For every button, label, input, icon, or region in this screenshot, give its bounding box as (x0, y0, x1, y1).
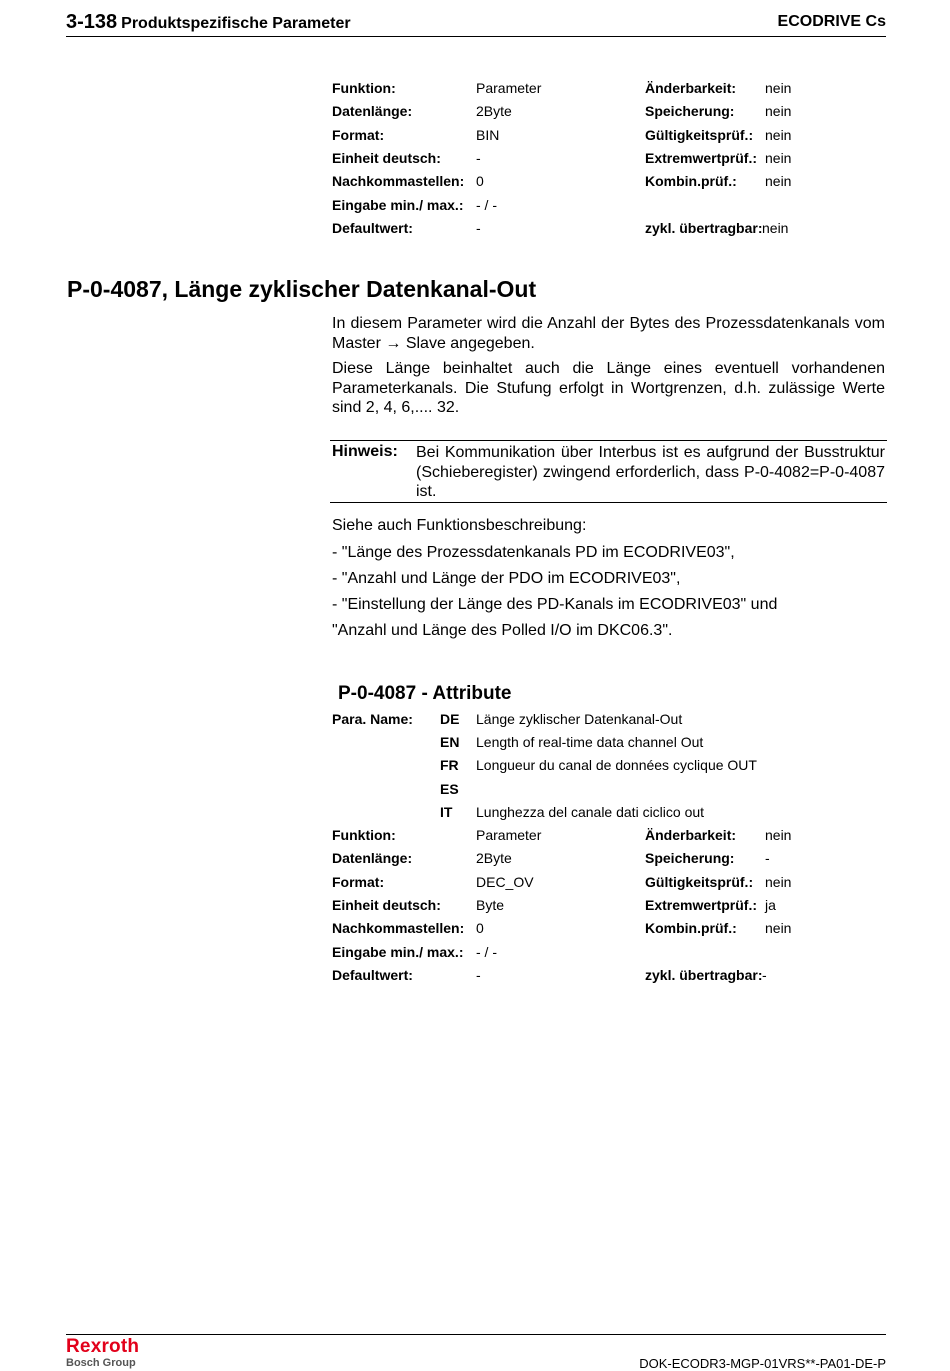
attribute-row (0, 149, 950, 172)
page-number: 3-138 (66, 11, 118, 33)
attribute-value-2: nein (765, 80, 792, 96)
attribute-value-2: - (762, 966, 767, 983)
parameter-name: Lunghezza del canale dati ciclico out (476, 803, 705, 820)
attribute-value: 2Byte (476, 850, 512, 867)
attribute-row (0, 966, 950, 989)
attribute-value: 0 (476, 173, 484, 190)
attribute-value: 2Byte (476, 103, 512, 120)
attribute-value-2: nein (765, 873, 792, 890)
para1-line-b: vom Master (332, 315, 885, 352)
attribute-label-2: Speicherung: (645, 850, 735, 867)
para-name-label: Para. Name: (332, 711, 413, 727)
attribute-label-2: zykl. übertragbar: (645, 966, 763, 983)
attribute-row (0, 172, 950, 195)
rexroth-logo (66, 1337, 139, 1370)
arrow-right-icon: → (385, 334, 402, 352)
attribute-value: - / - (476, 196, 497, 213)
logo-brand: Rexroth (66, 1336, 140, 1357)
attribute-row (0, 102, 950, 125)
language-code: EN (440, 734, 460, 751)
attribute-label: Nachkommastellen: (332, 173, 465, 190)
attribute-label-2: Extremwertprüf.: (645, 149, 758, 166)
description-paragraph-1 (332, 314, 885, 353)
attribute-value: Byte (476, 896, 505, 913)
attribute-label-2: Gültigkeitsprüf.: (645, 126, 754, 143)
attribute-value: Parameter (476, 80, 542, 96)
para1-line-c: Slave angegeben. (405, 334, 535, 352)
header-left (66, 11, 351, 34)
see-also-heading: Siehe auch Funktionsbeschreibung: (332, 517, 587, 534)
attribute-label-2: Kombin.prüf.: (645, 920, 737, 937)
attribute-label: Format: (332, 126, 385, 143)
attribute-row (0, 219, 950, 242)
attribute-label-2: Extremwertprüf.: (645, 896, 758, 913)
note-text: Bei Kommunikation über Interbus ist es aufgrund der Busstruktur (Schieberegister) zwingend erforderlich, dass P-0-4082=P-0-4087 ist. (416, 444, 885, 500)
attribute-label: Einheit deutsch: (332, 896, 441, 913)
see-also-item: "Anzahl und Länge des Polled I/O im DKC06.3". (332, 622, 673, 639)
attribute-label-2: Speicherung: (645, 103, 735, 120)
para-name-row (0, 803, 950, 826)
attribute-value-2: nein (765, 103, 792, 120)
attribute-row (0, 896, 950, 919)
para-name-row (0, 733, 950, 756)
attribute-label: Nachkommastellen: (332, 920, 465, 937)
attribute-value: - / - (476, 943, 497, 960)
attribute-value: - (476, 219, 481, 236)
attribute-row (0, 79, 950, 102)
attribute-row (0, 849, 950, 872)
see-also-item: - "Anzahl und Länge der PDO im ECODRIVE03", (332, 570, 681, 587)
logo-subtitle: Bosch Group (66, 1357, 136, 1369)
attribute-label: Funktion: (332, 827, 396, 843)
para-name-row (0, 780, 950, 803)
attribute-label: Eingabe min./ max.: (332, 196, 464, 213)
page-header (66, 9, 886, 37)
attributes-title: P-0-4087 - Attribute (338, 683, 512, 704)
para-name-row (0, 710, 950, 733)
attribute-value-2: ja (765, 896, 776, 913)
language-code: FR (440, 757, 459, 774)
attribute-label: Eingabe min./ max.: (332, 943, 464, 960)
product-name: ECODRIVE Cs (777, 13, 886, 30)
para1-line-a: In diesem Parameter wird die Anzahl der Bytes des Prozessdatenkanals (332, 315, 850, 332)
attribute-label-2: Kombin.prüf.: (645, 173, 737, 190)
attribute-label: Format: (332, 873, 385, 890)
attribute-value-2: nein (765, 126, 792, 143)
parameter-name: Length of real-time data channel Out (476, 734, 704, 751)
description-paragraph-2: Diese Länge beinhaltet auch die Länge eines eventuell vorhandenen Parameterkanals. Die Stufung erfolgt in Wortgrenzen, d.h. zulässige Werte sind 2, 4, 6,.... 32. (332, 360, 885, 416)
attribute-row (0, 919, 950, 942)
attribute-row (0, 196, 950, 219)
attribute-value: 0 (476, 920, 484, 937)
attribute-label-2: Änderbarkeit: (645, 827, 737, 843)
attribute-value-2: - (765, 850, 770, 867)
section-title: P-0-4087, Länge zyklischer Datenkanal-Out (67, 276, 537, 302)
attribute-value: - (476, 149, 481, 166)
attribute-label: Funktion: (332, 80, 396, 96)
attribute-row (0, 943, 950, 966)
attribute-value-2: nein (765, 920, 792, 937)
attribute-value-2: nein (765, 827, 792, 843)
attribute-label-2: zykl. übertragbar: (645, 219, 763, 236)
para-name-row (0, 756, 950, 779)
attribute-row (0, 826, 950, 849)
see-also-item: - "Einstellung der Länge des PD-Kanals im ECODRIVE03" und (332, 596, 778, 613)
attribute-label: Datenlänge: (332, 103, 413, 120)
attribute-value: - (476, 966, 481, 983)
attribute-label-2: Gültigkeitsprüf.: (645, 873, 754, 890)
attribute-row (0, 126, 950, 149)
attribute-value: BIN (476, 126, 500, 143)
see-also-item: - "Länge des Prozessdatenkanals PD im ECODRIVE03", (332, 544, 735, 561)
attribute-label: Einheit deutsch: (332, 149, 441, 166)
parameter-name: Longueur du canal de données cyclique OUT (476, 757, 757, 774)
note-box (330, 440, 887, 503)
attribute-label: Defaultwert: (332, 966, 413, 983)
attribute-value: DEC_OV (476, 873, 534, 890)
document-id: DOK-ECODR3-MGP-01VRS**-PA01-DE-P (639, 1356, 886, 1371)
attribute-label-2: Änderbarkeit: (645, 80, 737, 96)
language-code: IT (440, 803, 453, 820)
attribute-row (0, 873, 950, 896)
attribute-label: Defaultwert: (332, 219, 413, 236)
footer-divider (66, 1334, 886, 1335)
attribute-value: Parameter (476, 827, 542, 843)
attribute-value-2: nein (765, 173, 792, 190)
attribute-value-2: nein (762, 219, 789, 236)
attribute-value-2: nein (765, 149, 792, 166)
parameter-name: Länge zyklischer Datenkanal-Out (476, 711, 683, 727)
chapter-title: Produktspezifische Parameter (121, 15, 351, 32)
note-label: Hinweis: (332, 443, 398, 460)
language-code: DE (440, 711, 460, 727)
language-code: ES (440, 780, 459, 797)
attribute-label: Datenlänge: (332, 850, 413, 867)
